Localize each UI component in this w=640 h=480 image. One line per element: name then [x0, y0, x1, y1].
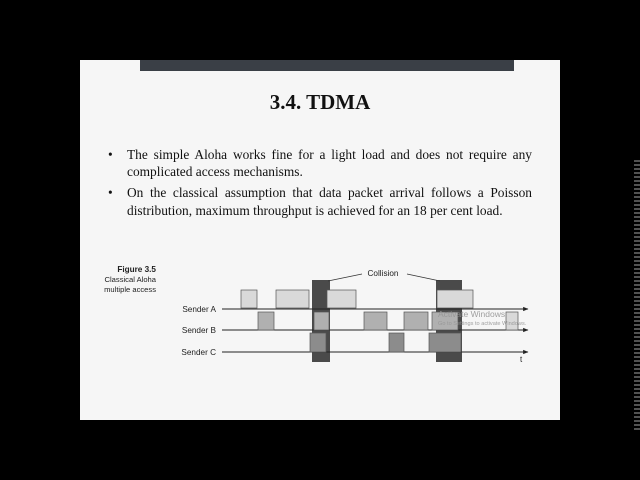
- sender-b-packet: [258, 312, 274, 330]
- sender-c-packet: [389, 333, 404, 352]
- bullet-text: On the classical assumption that data packet arrival follows a Poisson distribution, maximum throughput is achieved for an 18 per cent load.: [127, 185, 532, 218]
- time-axis-label: t: [520, 355, 523, 364]
- sender-a-label: Sender A: [182, 305, 216, 314]
- screen-edge-strip: [634, 160, 640, 430]
- sender-c-packet: [310, 333, 326, 352]
- bullet-icon: •: [108, 147, 113, 162]
- sender-c-label: Sender C: [181, 348, 216, 357]
- sender-a-packet: [437, 290, 473, 308]
- figure-caption-line: multiple access: [104, 285, 156, 294]
- figure-number: Figure 3.5: [117, 265, 156, 274]
- bullet-text: The simple Aloha works fine for a light load and does not require any complicated access mechanisms.: [127, 147, 532, 180]
- collision-leader-line: [407, 274, 440, 281]
- sender-a-packet: [241, 290, 257, 308]
- slide-title: 3.4. TDMA: [269, 90, 371, 114]
- sender-b-packet: [404, 312, 428, 330]
- aloha-timing-diagram: [80, 60, 560, 420]
- collision-leader-line: [328, 274, 362, 281]
- slide: [80, 60, 560, 420]
- watermark-subtitle: Go to Settings to activate Windows.: [438, 321, 527, 327]
- watermark-title: Activate Windows: [438, 309, 506, 319]
- bullet-icon: •: [108, 185, 113, 201]
- sender-a-packet: [276, 290, 309, 308]
- sender-b-label: Sender B: [181, 326, 216, 335]
- sender-c-packet: [429, 333, 461, 352]
- sender-b-packet: [314, 312, 329, 330]
- collision-label: Collision: [367, 269, 399, 278]
- activate-windows-watermark: [438, 309, 526, 328]
- sender-b-packet: [364, 312, 387, 330]
- figure-caption-line: Classical Aloha: [104, 275, 156, 284]
- sender-a-packet: [327, 290, 356, 308]
